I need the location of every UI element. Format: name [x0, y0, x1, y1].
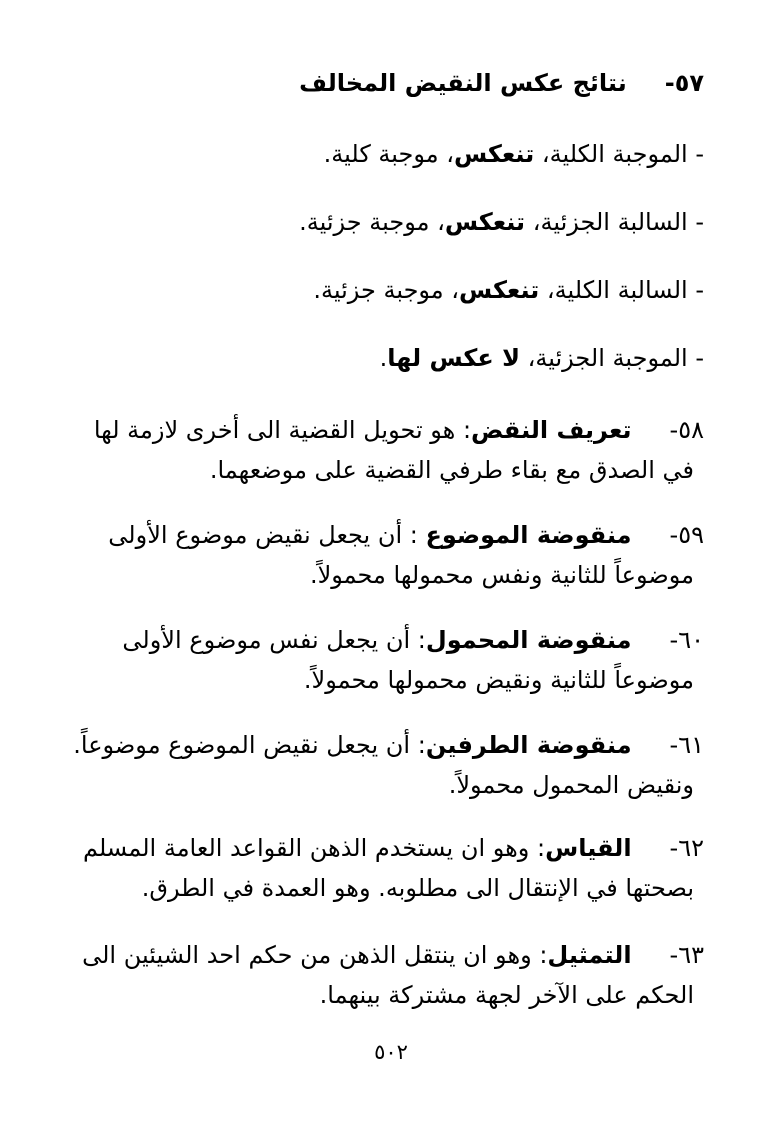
bullet-text: ، موجبة كلية. — [323, 140, 454, 168]
definition-term: التمثيل — [547, 941, 632, 969]
bullet-bold: تنعكس — [444, 208, 526, 236]
definition-continuation: موضوعاً للثانية ونفس محمولها محمولاً. — [309, 561, 694, 589]
definition-59 — [60, 515, 704, 595]
item-number: ٦١- — [669, 731, 704, 759]
definition-continuation: موضوعاً للثانية ونقيض محمولها محمولاً. — [303, 666, 694, 694]
bullet-line — [313, 270, 704, 310]
definition-61 — [60, 725, 704, 805]
definition-text: : وهو ان يستخدم الذهن القواعد العامة المسلم — [83, 834, 546, 862]
definition-60 — [60, 620, 704, 700]
definition-text: : وهو ان ينتقل الذهن من حكم احد الشيئين الى — [82, 941, 548, 969]
bullet-bold: تنعكس — [459, 276, 540, 304]
bullet-text: - السالبة الجزئية، — [525, 208, 704, 236]
definition-58 — [60, 410, 704, 490]
bullet-text: - الموجبة الجزئية، — [520, 344, 704, 372]
definition-continuation: في الصدق مع بقاء طرفي القضية على موضعهما. — [209, 456, 694, 484]
bullet-text: - السالبة الكلية، — [539, 276, 704, 304]
definition-continuation: ونقيض المحمول محمولاً. — [448, 771, 694, 799]
bullet-text: ، موجبة جزئية. — [313, 276, 460, 304]
definition-text: : أن يجعل نقيض موضوع الأولى — [108, 521, 426, 549]
heading-57 — [299, 63, 704, 103]
bullet-line — [324, 134, 704, 174]
definition-term: القياس — [545, 834, 632, 862]
definition-text: : هو تحويل القضية الى أخرى لازمة لها — [93, 416, 472, 444]
definition-text: : أن يجعل نقيض الموضوع موضوعاً. — [73, 731, 426, 759]
bullet-text: ، موجبة جزئية. — [299, 208, 445, 236]
bullet-text: - الموجبة الكلية، — [534, 140, 704, 168]
section-title: نتائج عكس النقيض المخالف — [299, 69, 627, 97]
definition-term: منقوضة المحمول — [425, 626, 632, 654]
definition-62 — [55, 828, 704, 908]
bullet-text: . — [379, 344, 388, 372]
item-number: ٦٠- — [669, 626, 704, 654]
definition-63 — [55, 935, 704, 1015]
page-number: ٥٠٢ — [374, 1040, 408, 1064]
item-number: ٦٢- — [669, 834, 704, 862]
bullet-bold: تنعكس — [453, 140, 535, 168]
bullet-bold: لا عكس لها — [387, 344, 520, 372]
definition-term: منقوضة الطرفين — [425, 731, 632, 759]
definition-text: : أن يجعل نفس موضوع الأولى — [122, 626, 426, 654]
definition-continuation: بصحتها في الإنتقال الى مطلوبه. وهو العمدة في الطرق. — [141, 874, 694, 902]
bullet-line — [380, 338, 704, 378]
item-number: ٥٧- — [664, 69, 704, 97]
item-number: ٥٩- — [669, 521, 704, 549]
bullet-line — [299, 202, 704, 242]
item-number: ٦٣- — [669, 941, 704, 969]
definition-term: منقوضة الموضوع — [425, 521, 632, 549]
item-number: ٥٨- — [669, 416, 704, 444]
definition-term: تعريف النقض — [471, 416, 632, 444]
definition-continuation: الحكم على الآخر لجهة مشتركة بينهما. — [319, 981, 694, 1009]
